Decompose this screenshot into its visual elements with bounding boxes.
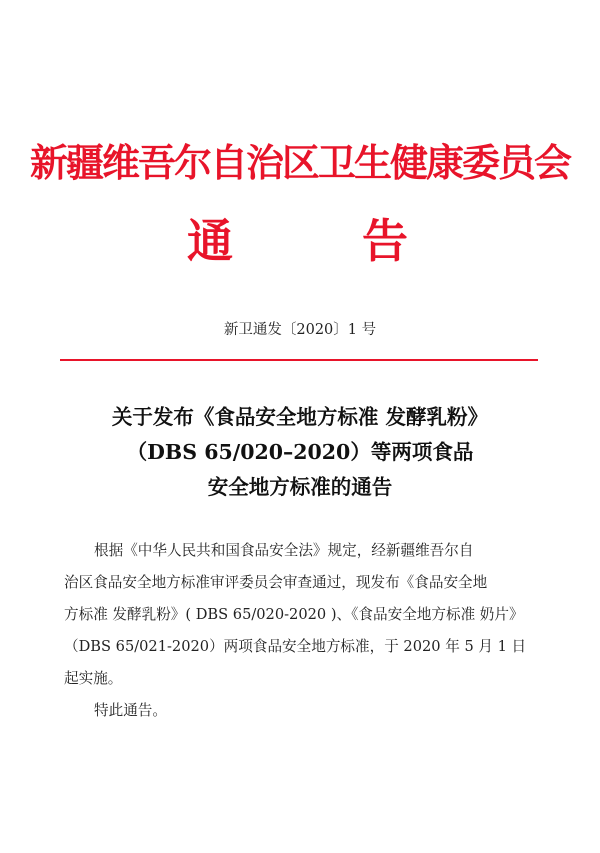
closing-line: 特此通告。 [94, 702, 167, 719]
notice-title [40, 400, 560, 505]
title-line-2: （DBS 65/020–2020）等两项食品 [126, 440, 474, 464]
document-number: 新卫通发〔2020〕1 号 [223, 322, 377, 338]
doc-type-char-2: 告 [362, 214, 408, 268]
body-line-5: 起实施。 [64, 670, 123, 687]
body-line-3: 方标准 发酵乳粉》( DBS 65/020-2020 )、《食品安全地方标准 奶片》 [64, 606, 524, 623]
notice-body [64, 535, 554, 727]
title-line-3: 安全地方标准的通告 [207, 475, 393, 499]
issuing-organization: 新疆维吾尔自治区卫生健康委员会 [29, 140, 570, 185]
red-separator-line [60, 359, 538, 361]
title-line-1: 关于发布《食品安全地方标准 发酵乳粉》 [111, 405, 489, 429]
body-line-1: 根据《中华人民共和国食品安全法》规定，经新疆维吾尔自 [94, 542, 474, 559]
doc-type-char-1: 通 [187, 214, 233, 268]
body-line-4: （DBS 65/021-2020）两项食品安全地方标准，于 2020 年 5 月 1 日 [64, 638, 527, 655]
body-line-2: 治区食品安全地方标准审评委员会审查通过，现发布《食品安全地 [64, 574, 488, 591]
